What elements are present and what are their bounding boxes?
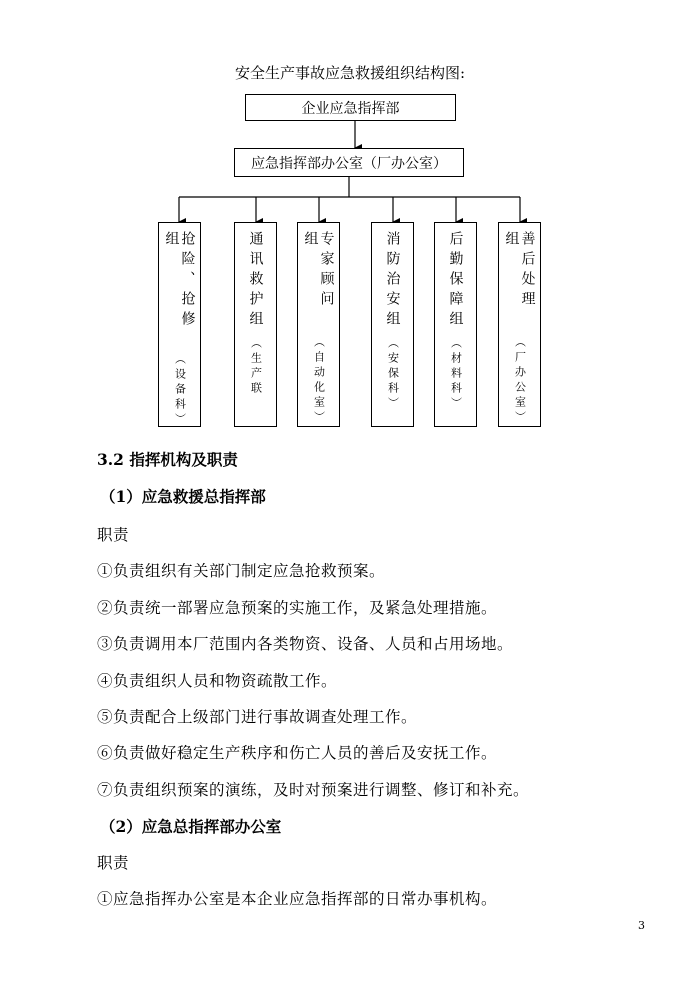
group-name: 消防治安组 [384, 231, 401, 331]
duty-item-6: ⑥负责做好稳定生产秩序和伤亡人员的善后及安抚工作。 [97, 744, 498, 762]
group-name: 善后处理组 [503, 231, 536, 311]
duty-item-7: ⑦负责组织预案的演练，及时对预案进行调整、修订和补充。 [97, 781, 530, 799]
chart-title: 安全生产事故应急救援组织结构图: [234, 64, 466, 82]
group-note: （设备科） [173, 353, 187, 429]
duty-label-1: 职责 [97, 526, 130, 544]
org-group-6 [498, 222, 541, 427]
org-group-2 [234, 222, 277, 427]
group-note: （材料科） [449, 337, 463, 412]
duty-item-3: ③负责调用本厂范围内各类物资、设备、人员和占用场地。 [97, 635, 514, 653]
org-office-label: 应急指挥部办公室（厂办公室） [251, 155, 447, 172]
group-name: 后勤保障组 [447, 231, 464, 331]
duty-item-5: ⑤负责配合上级部门进行事故调查处理工作。 [97, 708, 418, 726]
duty-item-1: ①负责组织有关部门制定应急抢救预案。 [97, 562, 386, 580]
section-heading: 3.2 指挥机构及职责 [97, 450, 238, 469]
group-name: 抢险、抢修组 [163, 231, 196, 331]
duty-item-4: ④负责组织人员和物资疏散工作。 [97, 672, 338, 690]
org-group-4 [371, 222, 414, 427]
duty-item-2: ②负责统一部署应急预案的实施工作，及紧急处理措施。 [97, 599, 498, 617]
group-name: 专家顾问组 [302, 231, 335, 311]
duty-item-2-1: ①应急指挥办公室是本企业应急指挥部的日常办事机构。 [97, 890, 498, 908]
group-name: 通讯救护组 [247, 231, 264, 331]
subsection-2-heading: （2）应急总指挥部办公室 [100, 817, 282, 836]
page-number: 3 [638, 919, 645, 932]
org-group-1 [158, 222, 201, 427]
duty-label-2: 职责 [97, 854, 130, 872]
subsection-1-heading: （1）应急救援总指挥部 [100, 487, 266, 506]
org-group-5 [434, 222, 477, 427]
org-group-3 [297, 222, 340, 427]
org-office-box [234, 148, 464, 177]
org-top-label: 企业应急指挥部 [301, 100, 400, 117]
org-top-box [245, 94, 456, 121]
group-note: （生产联 [249, 337, 263, 397]
org-chart-connectors [0, 0, 700, 440]
group-note: （厂办公室） [513, 336, 527, 427]
group-note: （安保科） [386, 337, 400, 412]
group-note: （自动化室） [312, 336, 326, 427]
